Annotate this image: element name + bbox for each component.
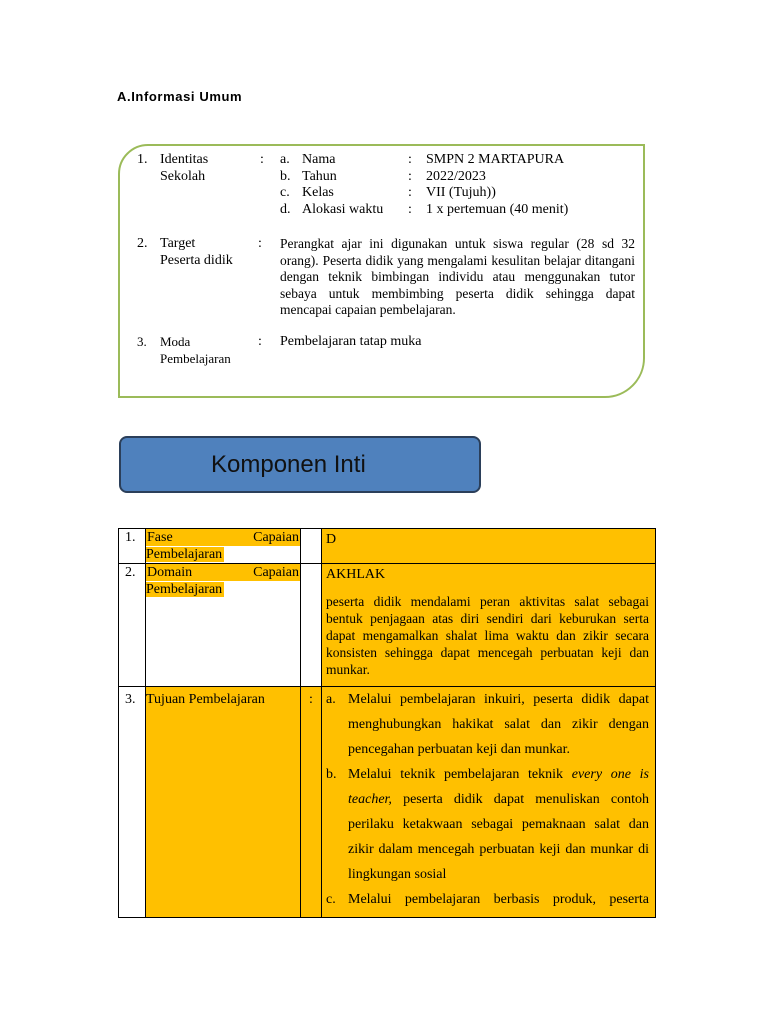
target-text: Perangkat ajar ini digunakan untuk siswa regular (28 sd 32 orang). Peserta didik yang mengalami kesulitan belajar ditangani dengan teknik bimbingan individu atau menggunakan tutor sebaya untuk membimbing peserta didik sehingga dapat mencapai capaian pembelajaran. [280, 236, 635, 317]
domain-colon-cell [301, 564, 322, 687]
target-number: 2. [137, 236, 148, 251]
fase-colon-cell [301, 529, 322, 564]
table-row-tujuan [119, 687, 656, 918]
moda-label-line1: Moda [160, 334, 191, 349]
list-item: b. Melalui teknik pembelajaran teknik every one is teacher, peserta didik dapat menuliskan contoh perilaku ketakwaan sebagai pemaknaan salat dan zikir dalam mencegah perbuatan keji dan munkar di lingkungan sosial [326, 767, 649, 882]
tujuan-colon-cell [301, 687, 322, 918]
domain-value-cell [322, 564, 656, 687]
domain-number: 2. [125, 565, 136, 580]
domain-label-line2: Pembelajaran [146, 582, 223, 597]
fase-value: D [326, 532, 337, 547]
identitas-label [160, 152, 208, 185]
fase-number: 1. [125, 530, 136, 545]
tujuan-label-cell [146, 687, 301, 918]
tujuan-colon: : [309, 692, 313, 707]
general-info-box [118, 144, 645, 398]
target-label-line1: Target [160, 236, 196, 251]
domain-number-cell [119, 564, 146, 687]
moda-text: Pembelajaran tatap muka [280, 334, 422, 349]
domain-label-cell [146, 564, 301, 687]
table-row-fase [119, 529, 656, 564]
identitas-colon: : [260, 152, 264, 167]
target-row [120, 236, 647, 326]
identitas-label-line1: Identitas [160, 152, 209, 167]
identitas-number: 1. [137, 152, 148, 167]
komponen-inti-title: Komponen Inti [211, 450, 366, 478]
komponen-inti-banner [119, 436, 481, 493]
moda-label [160, 334, 231, 367]
komponen-inti-table [118, 528, 656, 918]
tujuan-number: 3. [125, 692, 136, 707]
fase-label-line2: Pembelajaran [146, 547, 223, 562]
domain-value-text: peserta didik mendalami peran aktivitas salat sebagai bentuk penjagaan atas diri sendiri dari keburukan serta dapat mengamalkan shalat lima waktu dan zikir secara konsisten sehingga dapat mencegah perbuatan keji dan munkar. [326, 594, 649, 677]
fase-label-line1: Fase Capaian [147, 530, 299, 545]
tujuan-label: Tujuan Pembelajaran [146, 692, 265, 707]
fase-number-cell [119, 529, 146, 564]
fase-label-cell [146, 529, 301, 564]
domain-label-line1: Domain Capaian [147, 565, 299, 580]
tujuan-list [322, 687, 655, 912]
target-label-line2: Peserta didik [160, 252, 233, 268]
tujuan-number-cell [119, 687, 146, 918]
table-row-domain [119, 564, 656, 687]
moda-colon: : [258, 334, 262, 349]
domain-value-title: AKHLAK [326, 567, 386, 582]
identitas-label-line2: Sekolah [160, 168, 206, 184]
target-label [160, 236, 233, 269]
identitas-row: 1. Identitas Sekolah : a. Nama : SMPN 2 MARTAPURA b. Tahun : 2022/2023 c. Kelas : VII (Tujuh)) d. Alokasi waktu : 1 x pertemuan (40 menit) [137, 152, 569, 217]
target-colon: : [258, 236, 262, 251]
tujuan-value-cell [322, 687, 656, 918]
moda-label-line2: Pembelajaran [160, 350, 231, 366]
list-item: c. Melalui pembelajaran berbasis produk, peserta [326, 892, 649, 907]
section-title: A.Informasi Umum [117, 89, 243, 104]
list-item: a. Melalui pembelajaran inkuiri, peserta didik dapat menghubungkan hakikat salat dan zikir dengan pencegahan perbuatan keji dan munkar. [326, 692, 649, 757]
fase-value-cell [322, 529, 656, 564]
moda-number: 3. [137, 334, 147, 349]
moda-row [120, 334, 647, 374]
